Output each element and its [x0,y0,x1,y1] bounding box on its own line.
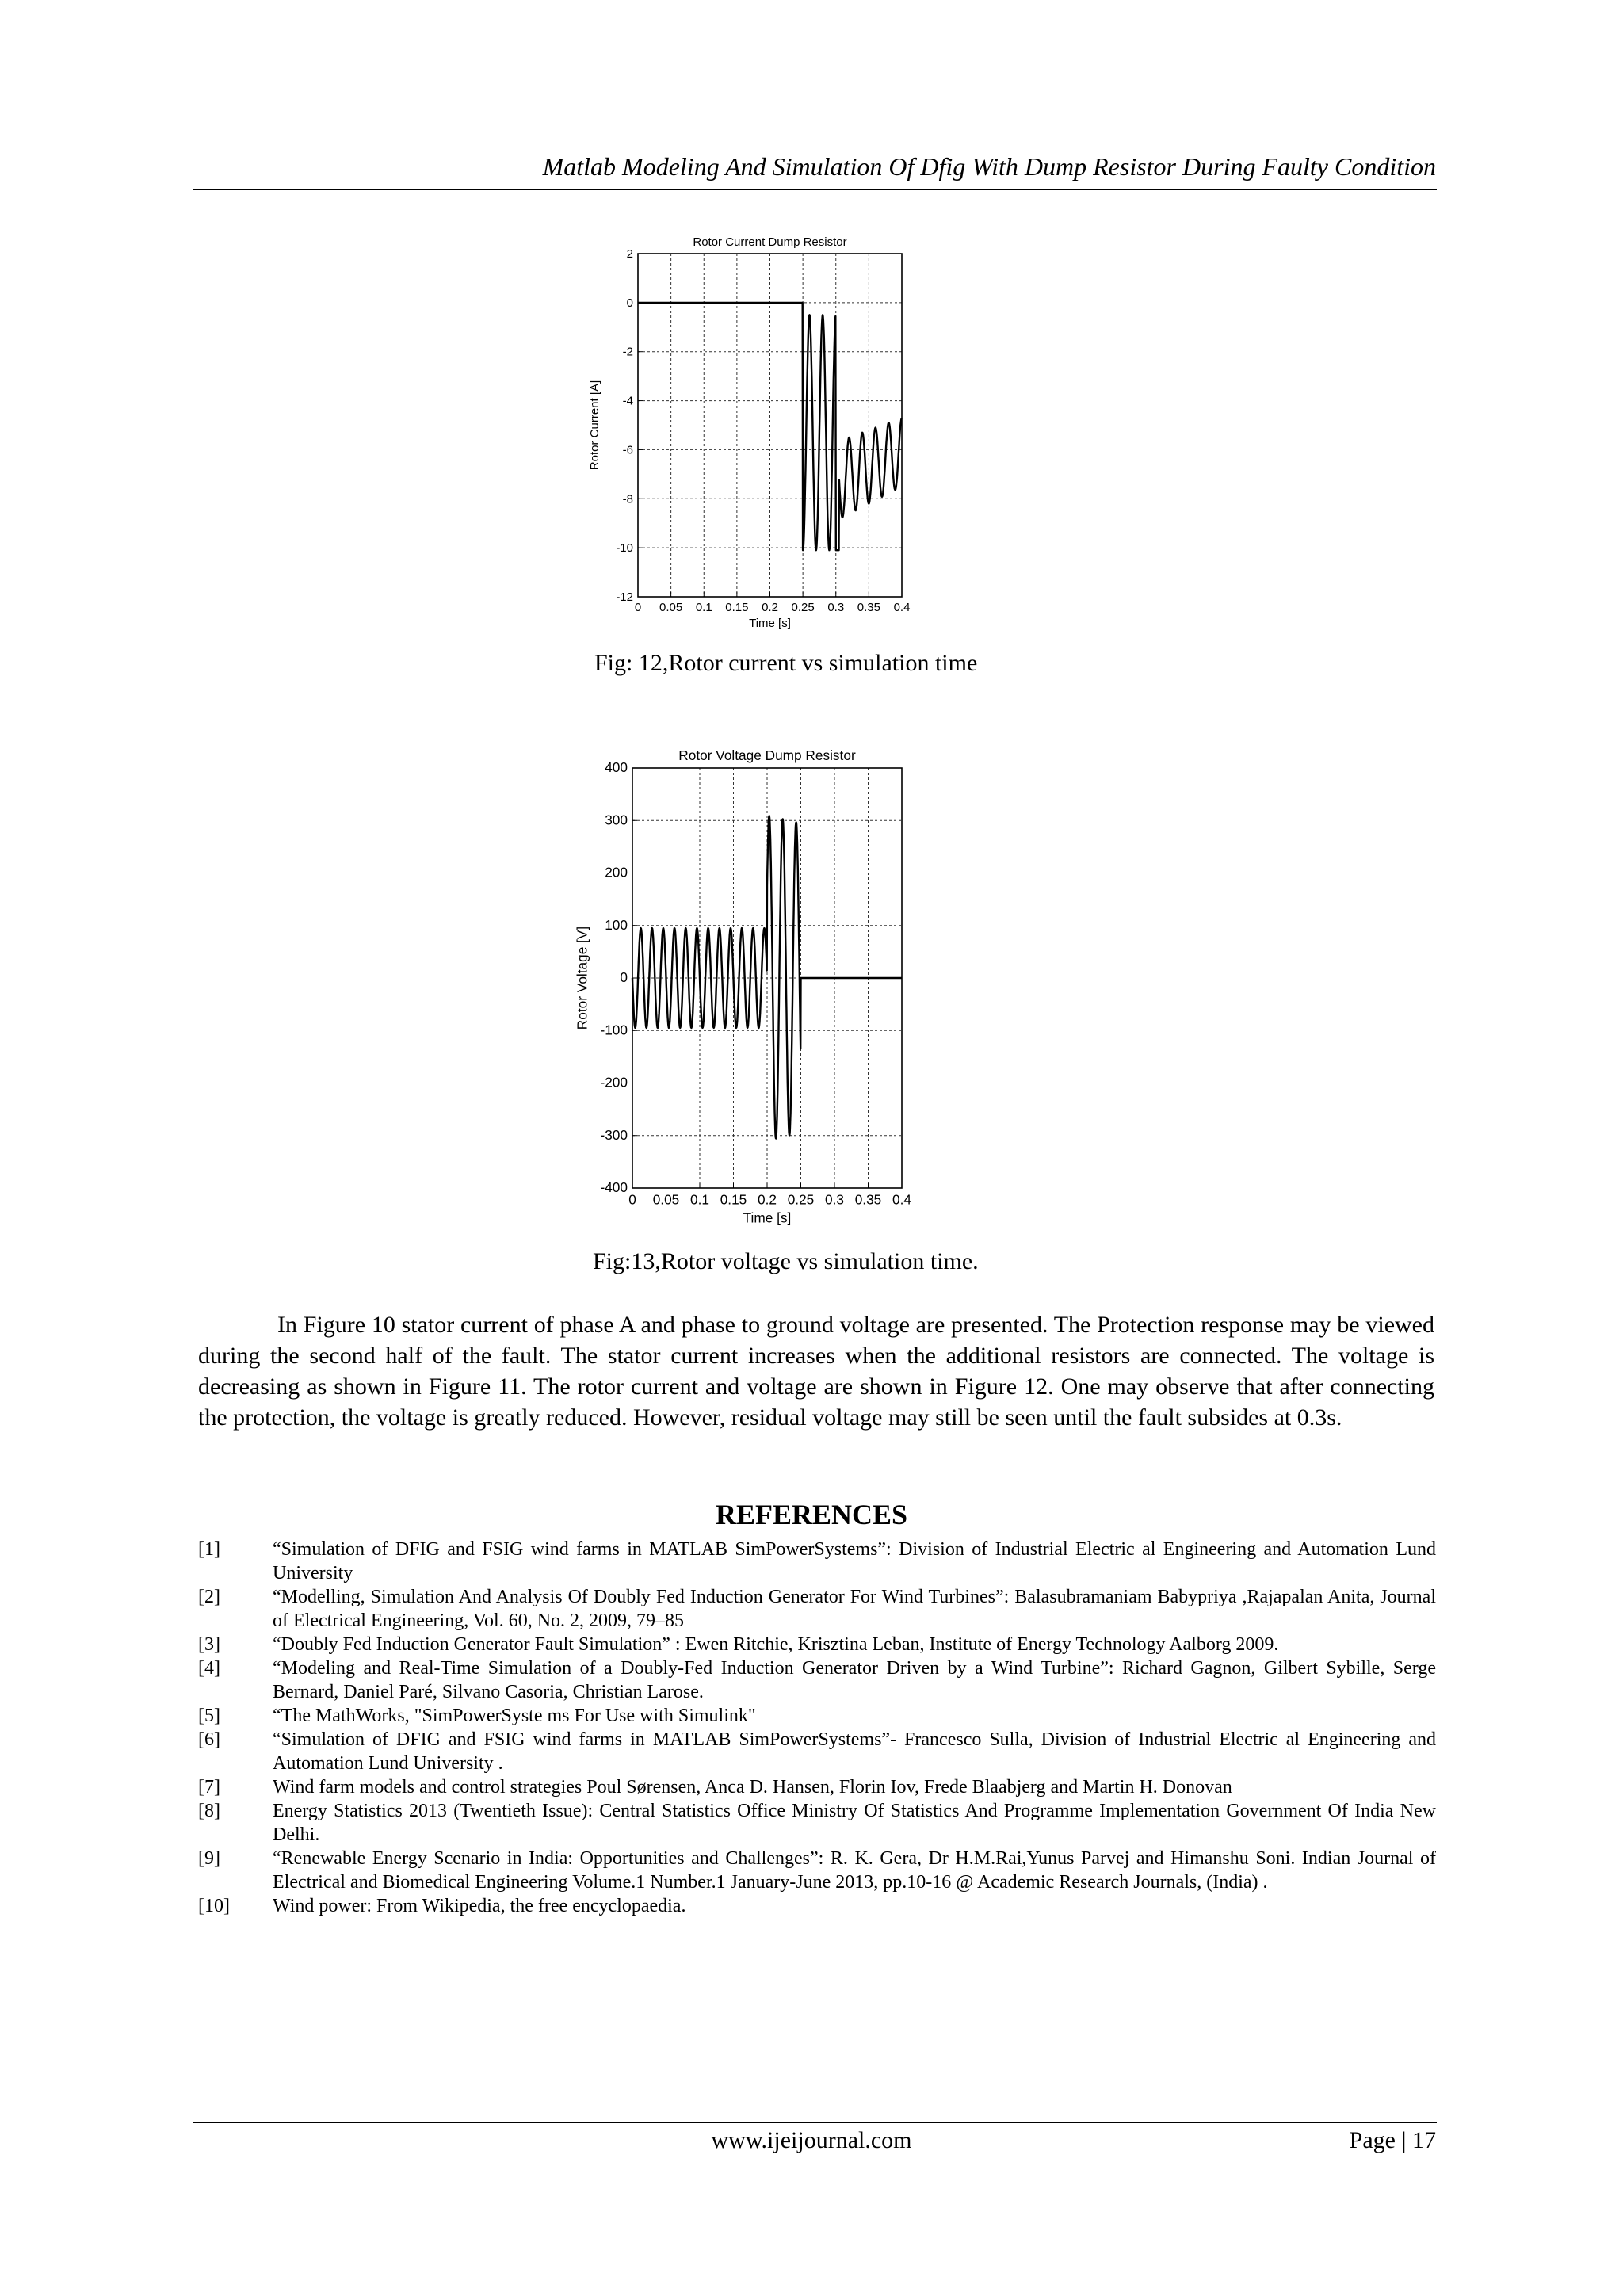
y-tick-label: -400 [600,1179,628,1195]
figure-13-rotor-voltage [531,732,1102,1244]
reference-number: [3] [198,1634,220,1655]
reference-item [198,1775,1436,1799]
rotor-current-chart [531,226,1102,638]
y-tick-label: -8 [622,492,633,506]
reference-item [198,1799,1436,1847]
reference-text: “Modelling, Simulation And Analysis Of Doubly Fed Induction Generator For Wind Turbines”: Balasubramaniam Babypriya ,Rajapalan Anita, Journal of Electrical Engineering, Vol. 60, No. 2, 2009, 79–85 [273,1587,1436,1631]
y-tick-label: -4 [622,394,633,408]
y-tick-label: 2 [626,247,633,261]
body-paragraph: In Figure 10 stator current of phase A and phase to ground voltage are presented. The Protection response may be viewed during the second half of the fault. The stator current increases when the additional resistors are connected. The voltage is decreasing as shown in Figure 11. The rotor current and voltage are shown in Figure 12. One may observe that after connecting the protection, the voltage is greatly reduced. However, residual voltage may still be seen until the fault subsides at 0.3s. [198,1312,1434,1431]
references-heading: REFERENCES [715,1499,908,1530]
y-tick-label: -6 [622,443,633,457]
reference-item [198,1633,1436,1656]
reference-text: “Simulation of DFIG and FSIG wind farms in MATLAB SimPowerSystems”: Division of Industrial Electric al Engineering and Automation Lund University [273,1539,1436,1584]
reference-item [198,1847,1436,1894]
y-tick-label: -12 [616,590,633,604]
reference-number: [5] [198,1706,220,1726]
chart-title: Rotor Voltage Dump Resistor [678,747,856,763]
x-tick-label: 0.4 [892,1191,911,1208]
x-tick-label: 0.15 [725,601,749,614]
x-tick-label: 0.1 [690,1191,709,1208]
figure-12-rotor-current [531,226,1102,642]
reference-number: [4] [198,1658,220,1679]
y-tick-label: -300 [600,1126,628,1143]
reference-number: [8] [198,1801,220,1821]
reference-number: [1] [198,1539,220,1560]
y-tick-label: 100 [605,916,628,933]
x-tick-label: 0.25 [787,1191,815,1208]
figure-13-caption: Fig:13,Rotor voltage vs simulation time. [593,1248,979,1274]
x-tick-label: 0.25 [791,601,815,614]
reference-text: “Simulation of DFIG and FSIG wind farms in MATLAB SimPowerSystems”- Francesco Sulla, Division of Industrial Electric al Engineering and Automation Lund University . [273,1729,1436,1774]
rotor-voltage-chart [531,732,1102,1240]
reference-item [198,1656,1436,1704]
x-tick-label: 0.05 [652,1191,680,1208]
y-tick-label: -10 [616,541,633,556]
page-number: Page | 17 [1349,2127,1436,2153]
x-tick-label: 0.15 [720,1191,747,1208]
reference-item [198,1538,1436,1585]
y-tick-label: 200 [605,864,628,881]
x-tick-label: 0 [634,601,642,614]
y-axis-label: Rotor Voltage [V] [574,926,590,1030]
y-axis-label: Rotor Current [A] [588,380,601,471]
x-tick-label: 0.1 [695,601,712,614]
y-tick-label: -100 [600,1022,628,1038]
x-tick-label: 0.3 [825,1191,844,1208]
reference-text: “Doubly Fed Induction Generator Fault Simulation” : Ewen Ritchie, Krisztina Leban, Institute of Energy Technology Aalborg 2009. [273,1634,1279,1655]
reference-number: [9] [198,1848,220,1869]
x-tick-label: 0 [628,1191,636,1208]
reference-text: Energy Statistics 2013 (Twentieth Issue): Central Statistics Office Ministry Of Statistics And Programme Implementation Government Of India New Delhi. [273,1801,1436,1845]
reference-number: [6] [198,1729,220,1750]
reference-item [198,1728,1436,1775]
header-rule [193,189,1437,190]
reference-number: [7] [198,1777,220,1797]
reference-item [198,1704,1436,1728]
y-tick-label: 300 [605,812,628,828]
reference-number: [10] [198,1896,230,1916]
y-tick-label: 400 [605,759,628,775]
figure-12-caption: Fig: 12,Rotor current vs simulation time [594,650,978,676]
reference-text: “Renewable Energy Scenario in India: Opportunities and Challenges”: R. K. Gera, Dr H.M.Rai,Yunus Parvej and Himanshu Soni. Indian Journal of Electrical and Biomedical Engineering Volume.1 Number.1 January-June 2013, pp.10-16 @ Academic Research Journals, (India) . [273,1848,1436,1893]
reference-number: [2] [198,1587,220,1607]
footer-url[interactable]: www.ijeijournal.com [711,2127,912,2153]
reference-text: “The MathWorks, "SimPowerSyste ms For Use with Simulink" [273,1706,756,1726]
x-tick-label: 0.4 [893,601,911,614]
reference-item [198,1894,1436,1918]
y-tick-label: 0 [620,969,628,985]
x-axis-label: Time [s] [743,1209,792,1226]
y-tick-label: 0 [626,296,633,310]
running-header: Matlab Modeling And Simulation Of Dfig With Dump Resistor During Faulty Condition [542,152,1436,181]
x-tick-label: 0.2 [758,1191,777,1208]
x-axis-label: Time [s] [749,617,791,630]
x-tick-label: 0.2 [762,601,778,614]
x-tick-label: 0.35 [854,1191,882,1208]
x-tick-label: 0.05 [659,601,683,614]
reference-text: Wind power: From Wikipedia, the free encyclopaedia. [273,1896,686,1916]
reference-text: Wind farm models and control strategies Poul Sørensen, Anca D. Hansen, Florin Iov, Frede Blaabjerg and Martin H. Donovan [273,1777,1232,1797]
chart-title: Rotor Current Dump Resistor [693,235,847,249]
footer-rule [193,2122,1437,2123]
references-list [198,1538,1436,1918]
reference-item [198,1585,1436,1633]
y-tick-label: -200 [600,1074,628,1091]
y-tick-label: -2 [622,345,633,359]
reference-text: “Modeling and Real-Time Simulation of a Doubly-Fed Induction Generator Driven by a Wind Turbine”: Richard Gagnon, Gilbert Sybille, Serge Bernard, Daniel Paré, Silvano Casoria, Christian Larose. [273,1658,1436,1702]
x-tick-label: 0.3 [827,601,845,614]
x-tick-label: 0.35 [857,601,880,614]
